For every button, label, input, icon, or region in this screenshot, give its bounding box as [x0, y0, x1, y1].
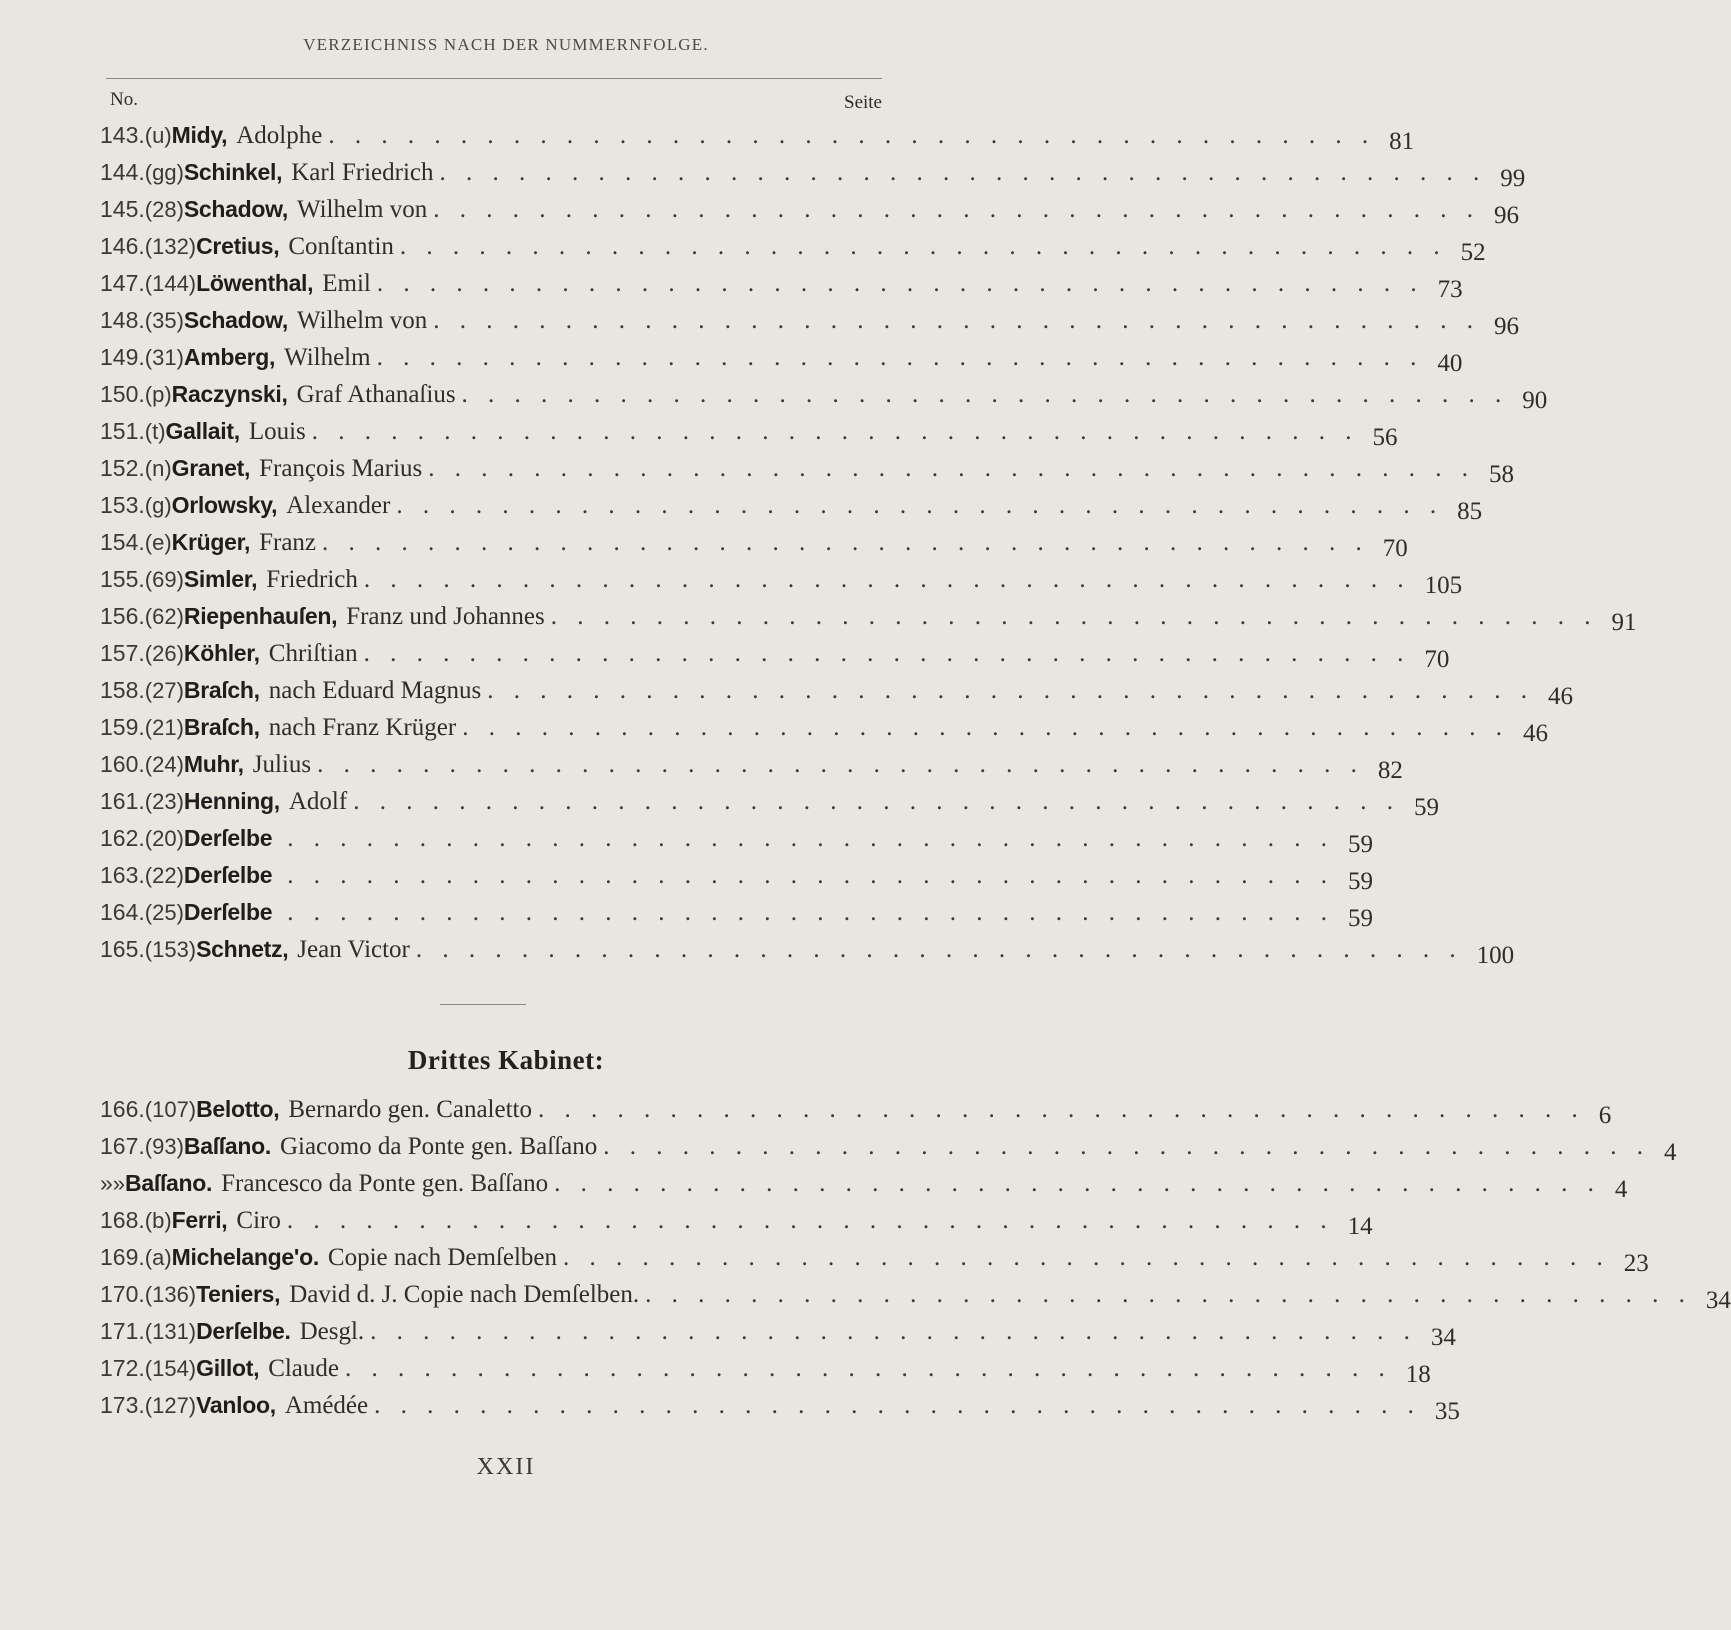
entry-description: Bernardo gen. Canaletto	[288, 1096, 532, 1123]
entry-reference: (153)	[144, 937, 197, 962]
list-item	[100, 672, 1573, 710]
entry-description: Julius	[252, 751, 312, 778]
entry-number: 164.	[100, 899, 145, 925]
column-heading-no: No.	[110, 89, 138, 110]
list-item	[100, 635, 1450, 673]
dot-leader: . . . . . . . . . . . . . . . . . . . . . . . . . . . . . . . . . . . . . . . .	[550, 603, 1598, 630]
dot-leader: . . . . . . . . . . . . . . . . . . . . . . . . . . . . . . . . . . . . . . . .	[645, 1281, 1692, 1308]
entry-artist-name: Baſſano.	[183, 1133, 271, 1159]
entry-artist-name: Raczynski,	[171, 381, 288, 407]
entry-description: Ciro	[236, 1207, 281, 1234]
entry-page-number: 56	[1372, 424, 1398, 451]
entry-reference: (a)	[144, 1245, 172, 1270]
section-title: Drittes Kabinet:	[407, 1045, 605, 1075]
entry-page-number: 52	[1460, 239, 1486, 266]
dot-leader: . . . . . . . . . . . . . . . . . . . . . . . . . . . . . . . . . . . . . . . .	[433, 307, 1480, 334]
entry-page-number: 46	[1547, 683, 1573, 710]
entry-artist-name: Schinkel,	[183, 159, 283, 185]
list-item	[100, 746, 1403, 784]
entry-artist-name: Gillot,	[196, 1355, 260, 1381]
entry-number: 158.	[100, 677, 145, 703]
column-heading-seite: Seite	[844, 92, 882, 113]
entry-number: 173.	[100, 1392, 145, 1418]
entry-number: 154.	[100, 529, 145, 555]
entry-description: Claude	[268, 1355, 340, 1382]
entry-artist-name: Derſelbe.	[196, 1318, 291, 1344]
entry-number: 146.	[100, 233, 145, 259]
entry-reference: (22)	[144, 863, 184, 888]
entry-page-number: 34	[1705, 1287, 1731, 1314]
entry-description: David d. J. Copie nach Demſelben.	[289, 1281, 640, 1308]
entry-page-number: 14	[1347, 1213, 1373, 1240]
dot-leader: . . . . . . . . . . . . . . . . . . . . . . . . . . . . . . . . . . . . . . . .	[363, 640, 1411, 667]
entry-description: Adolphe	[236, 122, 323, 149]
entry-reference: (69)	[144, 567, 184, 592]
entry-reference: (131)	[144, 1319, 197, 1344]
entry-reference: (e)	[144, 530, 172, 555]
entry-reference: (u)	[144, 123, 172, 148]
entry-reference: (127)	[144, 1393, 197, 1418]
list-item	[100, 450, 1515, 488]
dot-leader: . . . . . . . . . . . . . . . . . . . . . . . . . . . . . . . . . . . . . . . .	[374, 1392, 1421, 1419]
entry-reference: (25)	[144, 900, 184, 925]
dot-leader: . . . . . . . . . . . . . . . . . . . . . . . . . . . . . . . . . . . . . . . .	[433, 196, 1480, 223]
list-item	[100, 117, 1415, 155]
list-item	[100, 339, 1463, 377]
list-item	[100, 154, 1526, 192]
entry-number: 148.	[100, 307, 145, 333]
entry-number: 166.	[100, 1096, 145, 1122]
entry-description: Louis	[248, 418, 306, 445]
entry-page-number: 35	[1434, 1398, 1460, 1425]
entry-artist-name: Ferri,	[171, 1207, 228, 1233]
entry-description: Emil	[322, 270, 371, 297]
list-item	[100, 413, 1398, 451]
entry-reference: (132)	[144, 234, 197, 259]
entry-reference: (p)	[144, 382, 172, 407]
entry-description: Chriſtian	[268, 640, 358, 667]
entry-number: 150.	[100, 381, 145, 407]
entry-page-number: 59	[1413, 794, 1439, 821]
dot-leader: . . . . . . . . . . . . . . . . . . . . . . . . . . . . . . . . . . . . . . . .	[415, 936, 1463, 963]
list-item	[100, 487, 1483, 525]
entry-number: 157.	[100, 640, 145, 666]
entry-page-number: 96	[1493, 313, 1519, 340]
entry-artist-name: Schnetz,	[196, 936, 289, 962]
list-item	[100, 1202, 1373, 1240]
entry-page-number: 4	[1614, 1176, 1628, 1203]
entry-page-number: 59	[1348, 868, 1374, 895]
entry-reference: (27)	[144, 678, 184, 703]
entry-description: Desgl.	[299, 1318, 365, 1345]
entry-reference: (b)	[144, 1208, 172, 1233]
list-item	[100, 1350, 1431, 1388]
list-item	[100, 1091, 1612, 1129]
entry-artist-name: Riepenhauſen,	[183, 603, 338, 629]
list-item	[100, 857, 1374, 895]
entry-page-number: 40	[1437, 350, 1463, 377]
entry-number: 160.	[100, 751, 145, 777]
entry-page-number: 59	[1348, 905, 1374, 932]
entry-artist-name: Simler,	[183, 566, 258, 592]
dot-leader: . . . . . . . . . . . . . . . . . . . . . . . . . . . . . . . . . . . . . . . .	[462, 714, 1509, 741]
dot-leader: . . . . . . . . . . . . . . . . . . . . . . . . . . . . . . . . . . . . . . . .	[311, 418, 1359, 445]
entry-number: 156.	[100, 603, 145, 629]
entry-reference: (g)	[144, 493, 172, 518]
entry-number: 152.	[100, 455, 145, 481]
dot-leader: . . . . . . . . . . . . . . . . . . . . . . . . . . . . . . . . . . . . . . . .	[487, 677, 1534, 704]
entry-description: Wilhelm von	[297, 196, 428, 223]
entry-reference: (21)	[144, 715, 184, 740]
list-item	[100, 783, 1439, 821]
entry-number: 168.	[100, 1207, 145, 1233]
entry-description: Adolf	[288, 788, 348, 815]
entry-number: 167.	[100, 1133, 145, 1159]
entry-number: 145.	[100, 196, 145, 222]
dot-leader: . . . . . . . . . . . . . . . . . . . . . . . . . . . . . . . . . . . . . . . .	[538, 1096, 1585, 1123]
dot-leader: . . . . . . . . . . . . . . . . . . . . . . . . . . . . . . . . . . . . . . . .	[353, 788, 1400, 815]
entry-reference: (20)	[144, 826, 184, 851]
section-entry-list	[100, 1091, 1731, 1425]
list-item	[100, 302, 1519, 340]
list-item	[100, 1128, 1677, 1166]
entry-page-number: 23	[1623, 1250, 1649, 1277]
entry-artist-name: Derſelbe	[183, 825, 273, 851]
entry-number: 159.	[100, 714, 145, 740]
list-item	[100, 709, 1548, 747]
entry-artist-name: Midy,	[171, 122, 228, 148]
entry-description: Jean Victor	[297, 936, 410, 963]
entry-page-number: 73	[1437, 276, 1463, 303]
entry-page-number: 34	[1430, 1324, 1456, 1351]
entry-description: Francesco da Ponte gen. Baſſano	[221, 1170, 549, 1197]
entry-artist-name: Granet,	[171, 455, 251, 481]
dot-leader: . . . . . . . . . . . . . . . . . . . . . . . . . . . . . . . . . . . . . . . .	[554, 1170, 1601, 1197]
entry-artist-name: Krüger,	[171, 529, 251, 555]
entry-artist-name: Belotto,	[196, 1096, 280, 1122]
list-item	[100, 524, 1408, 562]
entry-number: 171.	[100, 1318, 145, 1344]
entry-page-number: 46	[1522, 720, 1548, 747]
entry-page-number: 4	[1664, 1139, 1677, 1166]
entry-description: nach Eduard Magnus	[268, 677, 482, 704]
entry-artist-name: Derſelbe	[183, 862, 273, 888]
entry-description: Conſtantin	[288, 233, 394, 260]
entry-number: 162.	[100, 825, 145, 851]
entry-reference: (62)	[144, 604, 184, 629]
entry-reference: (136)	[144, 1282, 197, 1307]
entry-reference: (gg)	[144, 160, 184, 185]
list-item	[100, 376, 1548, 414]
entry-page-number: 70	[1382, 535, 1408, 562]
entry-artist-name: Muhr,	[183, 751, 244, 777]
entry-artist-name: Orlowsky,	[171, 492, 278, 518]
dot-leader: . . . . . . . . . . . . . . . . . . . . . . . . . . . . . . . . . . . . . . . .	[428, 455, 1476, 482]
entry-reference: »	[112, 1171, 126, 1196]
entry-artist-name: Baſſano.	[125, 1170, 213, 1196]
entry-page-number: 85	[1457, 498, 1483, 525]
entry-reference: (24)	[144, 752, 184, 777]
entry-reference: (154)	[144, 1356, 197, 1381]
entry-number: 149.	[100, 344, 145, 370]
entry-list	[100, 117, 1637, 969]
entry-number: 163.	[100, 862, 145, 888]
entry-artist-name: Gallait,	[165, 418, 240, 444]
entry-artist-name: Derſelbe	[183, 899, 273, 925]
dot-leader: . . . . . . . . . . . . . . . . . . . . . . . . . . . . . . . . . . . . . . . .	[363, 566, 1411, 593]
entry-artist-name: Vanloo,	[196, 1392, 276, 1418]
entry-reference: (107)	[144, 1097, 197, 1122]
entry-number: »	[100, 1170, 113, 1196]
list-item	[100, 561, 1463, 599]
dot-leader: . . . . . . . . . . . . . . . . . . . . . . . . . . . . . . . . . . . . . . . .	[345, 1355, 1392, 1382]
entry-description: Graf Athanaſius	[296, 381, 456, 408]
list-item	[100, 894, 1374, 932]
entry-description: Karl Friedrich	[291, 159, 434, 186]
entry-description: nach Franz Krüger	[268, 714, 457, 741]
entry-description: Franz und Johannes	[346, 603, 545, 630]
entry-description: Amédée	[284, 1392, 369, 1419]
entry-page-number: 6	[1598, 1102, 1612, 1129]
header-rule	[106, 78, 882, 79]
dot-leader: . . . . . . . . . . . . . . . . . . . . . . . . . . . . . . . . . . . . . . . .	[563, 1244, 1610, 1271]
list-item	[100, 598, 1637, 636]
list-item	[100, 1239, 1649, 1277]
list-item	[100, 1313, 1456, 1351]
entry-page-number: 99	[1500, 165, 1526, 192]
list-item	[100, 820, 1374, 858]
entry-description: Alexander	[286, 492, 391, 519]
dot-leader: . . . . . . . . . . . . . . . . . . . . . . . . . . . . . . . . . . . . . . . .	[317, 751, 1364, 778]
entry-description: François Marius	[259, 455, 423, 482]
entry-number: 151.	[100, 418, 145, 444]
dot-leader: . . . . . . . . . . . . . . . . . . . . . . . . . . . . . . . . . . . . . . . .	[439, 159, 1487, 186]
entry-artist-name: Amberg,	[183, 344, 276, 370]
entry-number: 155.	[100, 566, 145, 592]
entry-page-number: 100	[1476, 942, 1515, 969]
entry-reference: (31)	[144, 345, 184, 370]
list-item	[100, 931, 1515, 969]
column-headings	[100, 89, 882, 117]
entry-number: 165.	[100, 936, 145, 962]
entry-artist-name: Michelange'o.	[171, 1244, 319, 1270]
entry-page-number: 70	[1424, 646, 1450, 673]
entry-page-number: 82	[1377, 757, 1403, 784]
list-item	[100, 1387, 1460, 1425]
section-divider	[440, 1004, 526, 1005]
entry-description: Copie nach Demſelben	[327, 1244, 558, 1271]
list-item	[100, 265, 1463, 303]
entry-page-number: 105	[1424, 572, 1463, 599]
dot-leader: . . . . . . . . . . . . . . . . . . . . . . . . . . . . . . . . . . . . . . . .	[399, 233, 1447, 260]
entry-reference: (93)	[144, 1134, 184, 1159]
entry-description: Giacomo da Ponte gen. Baſſano	[279, 1133, 598, 1160]
entry-description: Wilhelm	[284, 344, 371, 371]
entry-artist-name: Braſch,	[183, 677, 260, 703]
dot-leader: . . . . . . . . . . . . . . . . . . . . . . . . . . . . . . . . . . . . . . . .	[287, 899, 1335, 926]
entry-description: Franz	[259, 529, 317, 556]
entry-number: 144.	[100, 159, 145, 185]
entry-artist-name: Braſch,	[183, 714, 260, 740]
entry-page-number: 58	[1489, 461, 1515, 488]
entry-number: 170.	[100, 1281, 145, 1307]
dot-leader: . . . . . . . . . . . . . . . . . . . . . . . . . . . . . . . . . . . . . . . .	[376, 344, 1424, 371]
entry-page-number: 81	[1389, 128, 1415, 155]
entry-artist-name: Schadow,	[183, 196, 288, 222]
entry-number: 161.	[100, 788, 145, 814]
entry-page-number: 59	[1348, 831, 1374, 858]
entry-number: 172.	[100, 1355, 145, 1381]
dot-leader: . . . . . . . . . . . . . . . . . . . . . . . . . . . . . . . . . . . . . . . .	[322, 529, 1369, 556]
entry-artist-name: Köhler,	[183, 640, 260, 666]
entry-page-number: 90	[1522, 387, 1548, 414]
entry-reference: (144)	[144, 271, 197, 296]
entry-description: Wilhelm von	[297, 307, 428, 334]
entry-number: 147.	[100, 270, 145, 296]
dot-leader: . . . . . . . . . . . . . . . . . . . . . . . . . . . . . . . . . . . . . . . .	[603, 1133, 1650, 1160]
list-item	[100, 228, 1486, 266]
entry-page-number: 18	[1405, 1361, 1431, 1388]
dot-leader: . . . . . . . . . . . . . . . . . . . . . . . . . . . . . . . . . . . . . . . .	[286, 1207, 1334, 1234]
entry-description: Friedrich	[266, 566, 358, 593]
entry-artist-name: Löwenthal,	[196, 270, 314, 296]
dot-leader: . . . . . . . . . . . . . . . . . . . . . . . . . . . . . . . . . . . . . . . .	[370, 1318, 1417, 1345]
entry-reference: (26)	[144, 641, 184, 666]
entry-artist-name: Schadow,	[183, 307, 288, 333]
list-item	[100, 1276, 1731, 1314]
entry-reference: (n)	[144, 456, 172, 481]
entry-reference: (28)	[144, 197, 184, 222]
dot-leader: . . . . . . . . . . . . . . . . . . . . . . . . . . . . . . . . . . . . . . . .	[396, 492, 1444, 519]
entry-artist-name: Henning,	[183, 788, 280, 814]
entry-number: 153.	[100, 492, 145, 518]
dot-leader: . . . . . . . . . . . . . . . . . . . . . . . . . . . . . . . . . . . . . . . .	[376, 270, 1424, 297]
entry-artist-name: Cretius,	[196, 233, 280, 259]
entry-number: 143.	[100, 122, 145, 148]
list-item	[100, 1165, 1628, 1203]
entry-number: 169.	[100, 1244, 145, 1270]
entry-reference: (t)	[144, 419, 166, 444]
dot-leader: . . . . . . . . . . . . . . . . . . . . . . . . . . . . . . . . . . . . . . . .	[287, 825, 1335, 852]
dot-leader: . . . . . . . . . . . . . . . . . . . . . . . . . . . . . . . . . . . . . . . .	[328, 122, 1376, 149]
dot-leader: . . . . . . . . . . . . . . . . . . . . . . . . . . . . . . . . . . . . . . . .	[287, 862, 1335, 889]
dot-leader: . . . . . . . . . . . . . . . . . . . . . . . . . . . . . . . . . . . . . . . .	[461, 381, 1509, 408]
entry-page-number: 91	[1611, 609, 1637, 636]
running-head: VERZEICHNISS NACH DER NUMMERNFOLGE.	[303, 35, 709, 54]
page-numeral: XXII	[476, 1454, 536, 1480]
entry-reference: (23)	[144, 789, 184, 814]
entry-artist-name: Teniers,	[196, 1281, 281, 1307]
entry-reference: (35)	[144, 308, 184, 333]
list-item	[100, 191, 1519, 229]
entry-page-number: 96	[1493, 202, 1519, 229]
